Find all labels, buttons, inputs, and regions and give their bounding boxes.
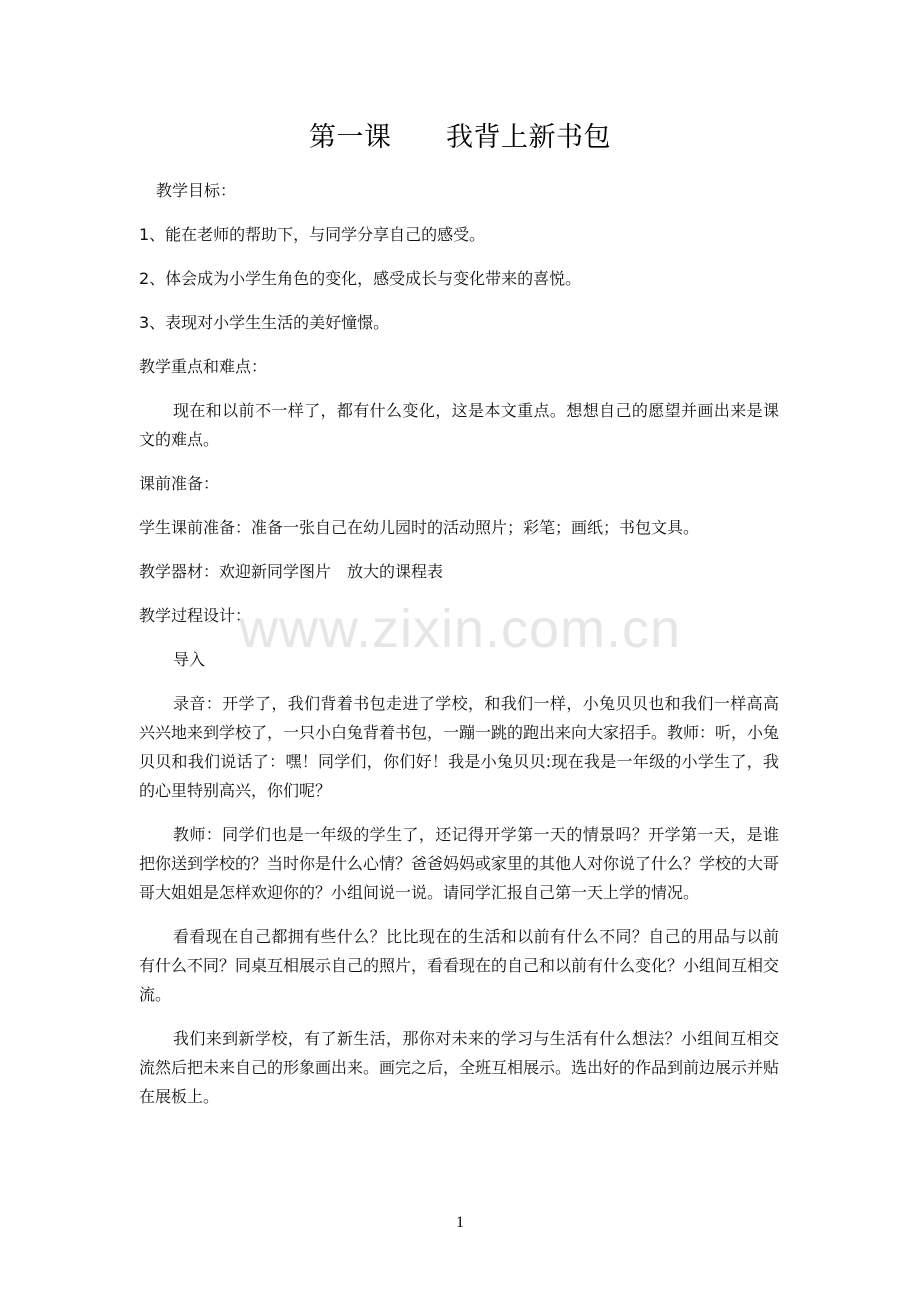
objectives-heading: 教学目标： bbox=[156, 181, 237, 200]
paragraph-recording: 录音：开学了，我们背着书包走进了学校，和我们一样，小兔贝贝也和我们一样高高兴兴地来到学校了，一只小白兔背着书包，一蹦一跳的跑出来向大家招手。教师：听，小兔贝贝和我们说话了：嘿！同学们，你们好！我是小兔贝贝:现在我是一年级的小学生了，我的心里特别高兴，你们呢？ bbox=[139, 694, 780, 800]
page-title: 第一课 我背上新书包 bbox=[309, 122, 611, 153]
paragraph-changes: 看看现在自己都拥有些什么？比比现在的生活和以前有什么不同？自己的用品与以前有什么不同？同桌互相展示自己的照片，看看现在的自己和以前有什么变化？小组间互相交流。 bbox=[139, 927, 780, 1004]
objective-item: 3、表现对小学生生活的美好憧憬。 bbox=[139, 313, 390, 332]
page-number: 1 bbox=[456, 1214, 464, 1231]
paragraph-future: 我们来到新学校，有了新生活，那你对未来的学习与生活有什么想法？小组间互相交流然后把未来自己的形象画出来。画完之后，全班互相展示。选出好的作品到前边展示并贴在展板上。 bbox=[139, 1029, 780, 1106]
document-body bbox=[139, 176, 779, 1126]
process-heading: 教学过程设计： bbox=[139, 606, 252, 625]
objective-item: 1、能在老师的帮助下，与同学分享自己的感受。 bbox=[139, 225, 486, 244]
paragraph-first-day: 教师：同学们也是一年级的学生了，还记得开学第一天的情景吗？开学第一天，是谁把你送到学校的？当时你是什么心情？爸爸妈妈或家里的其他人对你说了什么？学校的大哥哥大姐姐是怎样欢迎你的？小组间说一说。请同学汇报自己第一天上学的情况。 bbox=[139, 825, 780, 902]
key-points-heading: 教学重点和难点： bbox=[139, 357, 268, 376]
objective-item: 2、体会成为小学生角色的变化，感受成长与变化带来的喜悦。 bbox=[139, 269, 582, 288]
key-points-text: 现在和以前不一样了，都有什么变化，这是本文重点。想想自己的愿望并画出来是课文的难点。 bbox=[139, 401, 779, 449]
teacher-materials: 教学器材：欢迎新同学图片 放大的课程表 bbox=[139, 562, 444, 581]
watermark: www.zixin.com.cn bbox=[238, 599, 682, 659]
intro-label: 导入 bbox=[173, 650, 206, 669]
prep-heading: 课前准备： bbox=[139, 474, 220, 493]
student-prep: 学生课前准备：准备一张自己在幼儿园时的活动照片；彩笔；画纸；书包文具。 bbox=[139, 518, 700, 537]
